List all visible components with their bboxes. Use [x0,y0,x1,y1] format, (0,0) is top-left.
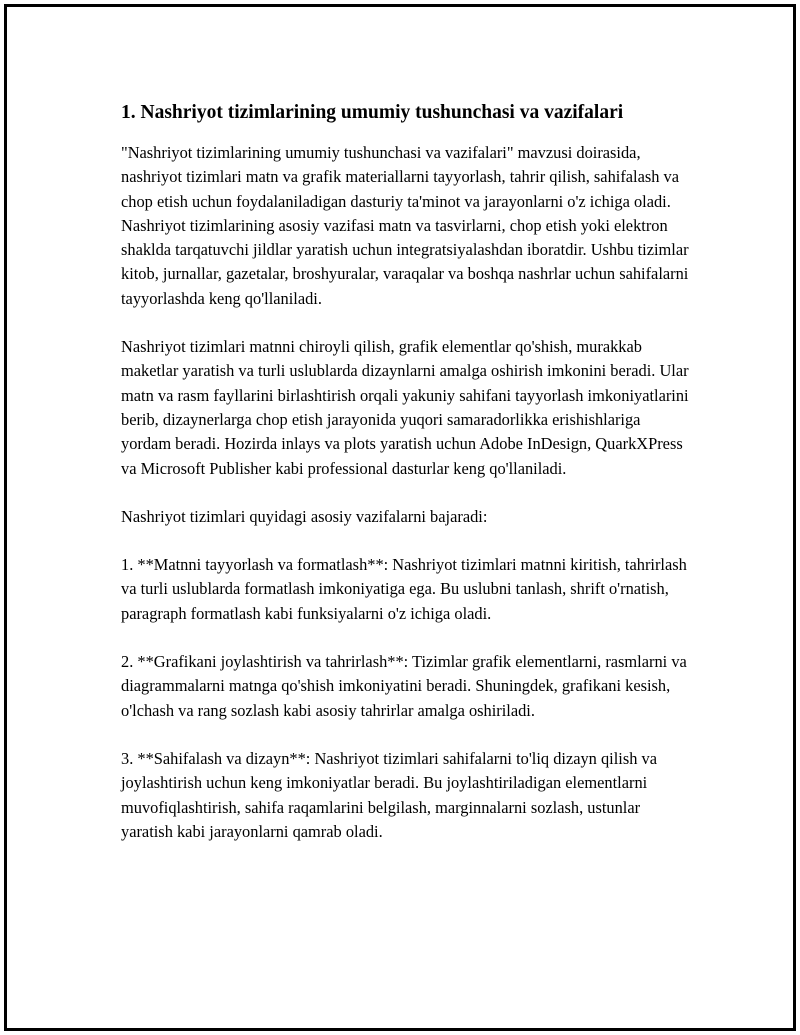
paragraph-functions-heading: Nashriyot tizimlari quyidagi asosiy vazifalarni bajaradi: [121,506,488,526]
list-item-layout-design: 3. **Sahifalash va dizayn**: Nashriyot tizimlari sahifalarni to'liq dizayn qilish va joylashtirish uchun keng imkoniyatlar beradi. Bu joylashtiriladigan elementlarni muvofiqlashtirish, sahifa raqamlarini belgilash, marginnalarni sozlash, ustunlar yaratish kabi jarayonlarni qamrab oladi. [121,748,657,841]
list-item-text-formatting: 1. **Matnni tayyorlash va formatlash**: Nashriyot tizimlari matnni kiritish, tahrirlash va turli uslublarda formatlash imkoniyatiga ega. Bu uslubni tanlash, shrift o'rnatish, paragraph formatlash kabi funksiyalarni o'z ichiga oladi. [121,555,687,623]
list-item-graphics: 2. **Grafikani joylashtirish va tahrirlash**: Tizimlar grafik elementlarni, rasmlarni va diagrammalarni matnga qo'shish imkoniyatini beradi. Shuningdek, grafikani kesish, o'lchash va rang sozlash kabi asosiy tahrirlar amalga oshiriladi. [121,652,687,720]
paragraph-intro: "Nashriyot tizimlarining umumiy tushunchasi va vazifalari" mavzusi doirasida, nashriyot tizimlari matn va grafik materiallarni tayyorlash, tahrir qilish, sahifalash va chop etish uchun foydalaniladigan dasturiy ta'minot va jarayonlarni o'z ichiga oladi. Nashriyot tizimlarining asosiy vazifasi matn va tasvirlarni, chop etish yoki elektron shaklda tarqatuvchi jildlar yaratish uchun integratsiyalashdan iboratdir. Ushbu tizimlar kitob, jurnallar, gazetalar, broshyuralar, varaqalar va boshqa nashrlar uchun sahifalarni tayyorlashda keng qo'llaniladi. [121,143,689,308]
page-frame [4,4,796,1031]
paragraph-capabilities: Nashriyot tizimlari matnni chiroyli qilish, grafik elementlar qo'shish, murakkab maketlar yaratish va turli uslublarda dizaynlarni amalga oshirish imkonini beradi. Ular matn va rasm fayllarini birlashtirish orqali yakuniy sahifani tayyorlash imkoniyatlarini berib, dizaynerlarga chop etish jarayonida yuqori samaradorlikka erishishlariga yordam beradi. Hozirda inlays va plots yaratish uchun Adobe InDesign, QuarkXPress va Microsoft Publisher kabi professional dasturlar keng qo'llaniladi. [121,337,689,478]
page-title: 1. Nashriyot tizimlarining umumiy tushunchasi va vazifalari [121,102,624,123]
document-body [121,99,693,868]
